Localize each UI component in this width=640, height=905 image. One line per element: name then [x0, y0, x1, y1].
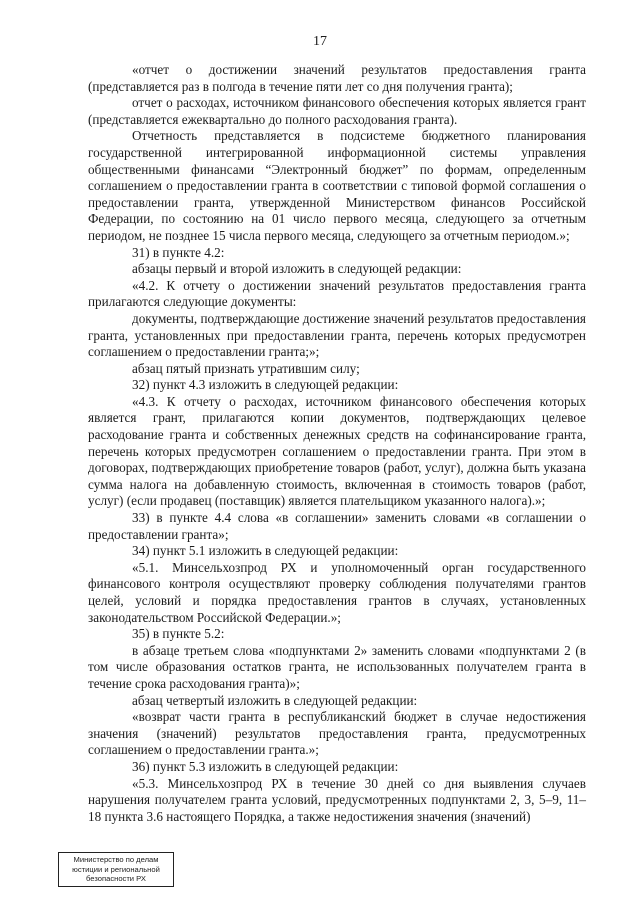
paragraph: 33) в пункте 4.4 слова «в соглашении» заменить словами «в соглашении о предоставлении гранта»;	[88, 510, 586, 542]
paragraph: «отчет о достижении значений результатов предоставления гранта (представляется раз в полгода в течение пяти лет со дня получения гранта);	[88, 62, 586, 94]
paragraph: «5.3. Минсельхозпрод РХ в течение 30 дней со дня выявления случаев нарушения получателем гранта условий, предусмотренных подпунктами 2, 3, 5–9, 11–18 пункта 3.6 настоящего Порядка, а также недостижения значения (значений)	[88, 775, 586, 824]
paragraph: документы, подтверждающие достижение значений результатов предоставления гранта, установленных при предоставлении гранта, перечень которых предусмотрен соглашением о предоставлении гранта;»;	[88, 310, 586, 360]
stamp-line: юстиции и региональной	[72, 864, 160, 874]
paragraph: «5.1. Минсельхозпрод РХ и уполномоченный орган государственного финансового контроля осуществляют проверку соблюдения получателями грантов целей, условий и порядка предоставления грантов в случаях, установленных законодательством Российской Федерации.»;	[88, 559, 586, 625]
paragraph: 35) в пункте 5.2:	[132, 626, 225, 642]
paragraph: «4.3. К отчету о расходах, источником финансового обеспечения которых является грант, прилагаются копии документов, подтверждающих целевое расходование гранта и собственных денежных средств на софинансирование гранта, перечень которых предусмотрен соглашением о предоставлении гранта. При этом в договорах, подтверждающих приобретение товаров (работ, услуг), должна быть указана сумма налога на добавленную стоимость, включенная в стоимость товаров (работ, услуг) (если продавец (поставщик) является плательщиком указанного налога).»;	[88, 393, 586, 509]
paragraph: абзац пятый признать утратившим силу;	[132, 360, 360, 376]
paragraph: Отчетность представляется в подсистеме бюджетного планирования государственной интегрированной информационной системы управления общественными финансами “Электронный бюджет” по формам, определенным соглашением о предоставлении гранта в соответствии с типовой формой соглашения о предоставлении гранта, утвержденной Министерством финансов Российской Федерации, по состоянию на 01 число первого месяца, следующего за отчетным периодом, не позднее 15 числа первого месяца, следующего за отчетным периодом.»;	[88, 128, 586, 243]
document-body	[88, 62, 586, 825]
paragraph: абзацы первый и второй изложить в следующей редакции:	[132, 261, 462, 277]
paragraph: 31) в пункте 4.2:	[132, 244, 225, 260]
paragraph: абзац четвертый изложить в следующей редакции:	[132, 692, 418, 708]
paragraph: 36) пункт 5.3 изложить в следующей редакции:	[132, 758, 399, 774]
paragraph: в абзаце третьем слова «подпунктами 2» заменить словами «подпунктами 2 (в том числе образования остатков гранта, не использованных получателем гранта в течение срока расходования гранта)»;	[88, 642, 586, 691]
stamp-line: безопасности РХ	[86, 874, 146, 884]
paragraph: «возврат части гранта в республиканский бюджет в случае недостижения значения (значений) результатов предоставления гранта, предусмотренных соглашением о предоставлении гранта.»;	[88, 709, 586, 758]
paragraph: 34) пункт 5.1 изложить в следующей редакции:	[132, 543, 399, 559]
paragraph: 32) пункт 4.3 изложить в следующей редакции:	[132, 377, 399, 393]
paragraph: отчет о расходах, источником финансового обеспечения которых является грант (представляется ежеквартально до полного расходования гранта).	[88, 95, 586, 127]
stamp-line: Министерство по делам	[73, 855, 159, 864]
registration-stamp	[58, 852, 174, 887]
paragraph: «4.2. К отчету о достижении значений результатов предоставления гранта прилагаются следующие документы:	[88, 277, 586, 310]
page-number: 17	[313, 34, 327, 49]
